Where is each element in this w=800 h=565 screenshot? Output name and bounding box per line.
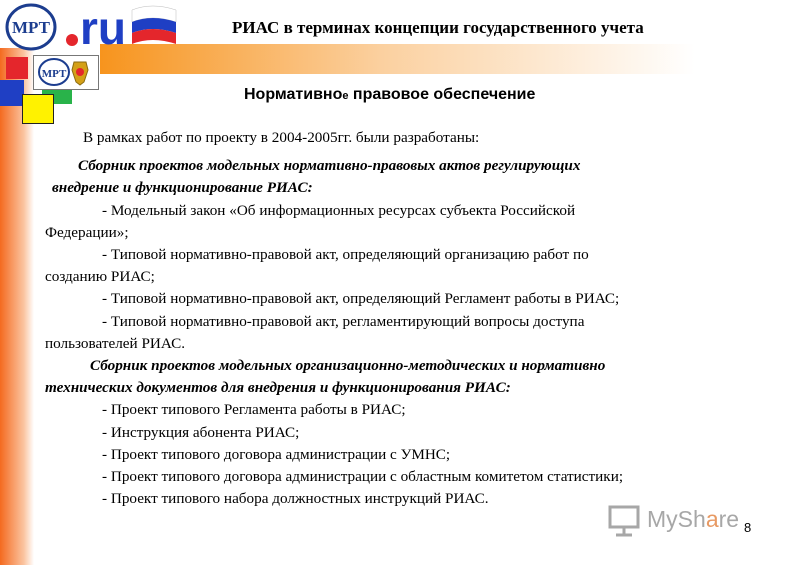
section1-item-continuation: пользователей РИАС. [45, 334, 186, 352]
section1-item-continuation: созданию РИАС; [45, 268, 155, 286]
emblem [33, 55, 99, 90]
svg-text:ru: ru [80, 2, 126, 50]
section1-item-continuation: Федерации»; [45, 223, 129, 241]
section1-item: - Модельный закон «Об информационных ресурсах субъекта Российской [102, 201, 576, 219]
coat-of-arms-icon [34, 56, 98, 89]
intro-text: В рамках работ по проекту в 2004-2005гг. были разработаны: [83, 129, 480, 146]
section1-item: - Типовой нормативно-правовой акт, регламентирующий вопросы доступа [102, 312, 585, 330]
section1-item: - Типовой нормативно-правовой акт, определяющий Регламент работы в РИАС; [102, 290, 620, 308]
ru-logo [64, 2, 180, 50]
mrt-logo [4, 2, 58, 52]
red-square [6, 57, 28, 79]
section2-title-line1: Сборник проектов модельных организационно-методических и нормативно [90, 357, 606, 375]
blue-square [0, 80, 24, 106]
section1-title-line2: внедрение и функционирование РИАС: [52, 179, 313, 197]
left-accent-bar [0, 48, 34, 565]
section2-item: - Проект типового Регламента работы в РИАС; [102, 401, 406, 419]
svg-text:МРТ: МРТ [12, 18, 50, 37]
slide-body [45, 127, 765, 510]
top-accent-stripe [100, 44, 800, 74]
yellow-square [22, 94, 54, 124]
svg-text:МРТ: МРТ [41, 68, 67, 80]
section2-item: - Проект типового набора должностных инструкций РИАС. [102, 490, 489, 508]
section2-item: - Инструкция абонента РИАС; [102, 423, 300, 441]
page-number: 8 [744, 520, 752, 535]
presentation-board-icon [607, 504, 641, 538]
slide-subtitle: Нормативное правовое обеспечение [244, 86, 536, 103]
section2-item: - Проект типового договора администрации с областным комитетом статистики; [102, 468, 624, 486]
page-header-title: РИАС в терминах концепции государственного учета [232, 18, 644, 37]
watermark-text: MyShare [647, 506, 740, 532]
section1-title-line1: Сборник проектов модельных нормативно-правовых актов регулирующих [78, 157, 581, 175]
section2-item: - Проект типового договора администрации с УМНС; [102, 445, 451, 463]
section2-title-line2: технических документов для внедрения и функционирования РИАС: [45, 379, 511, 397]
watermark [607, 502, 757, 538]
section1-item: - Типовой нормативно-правовой акт, определяющий организацию работ по [102, 246, 589, 264]
